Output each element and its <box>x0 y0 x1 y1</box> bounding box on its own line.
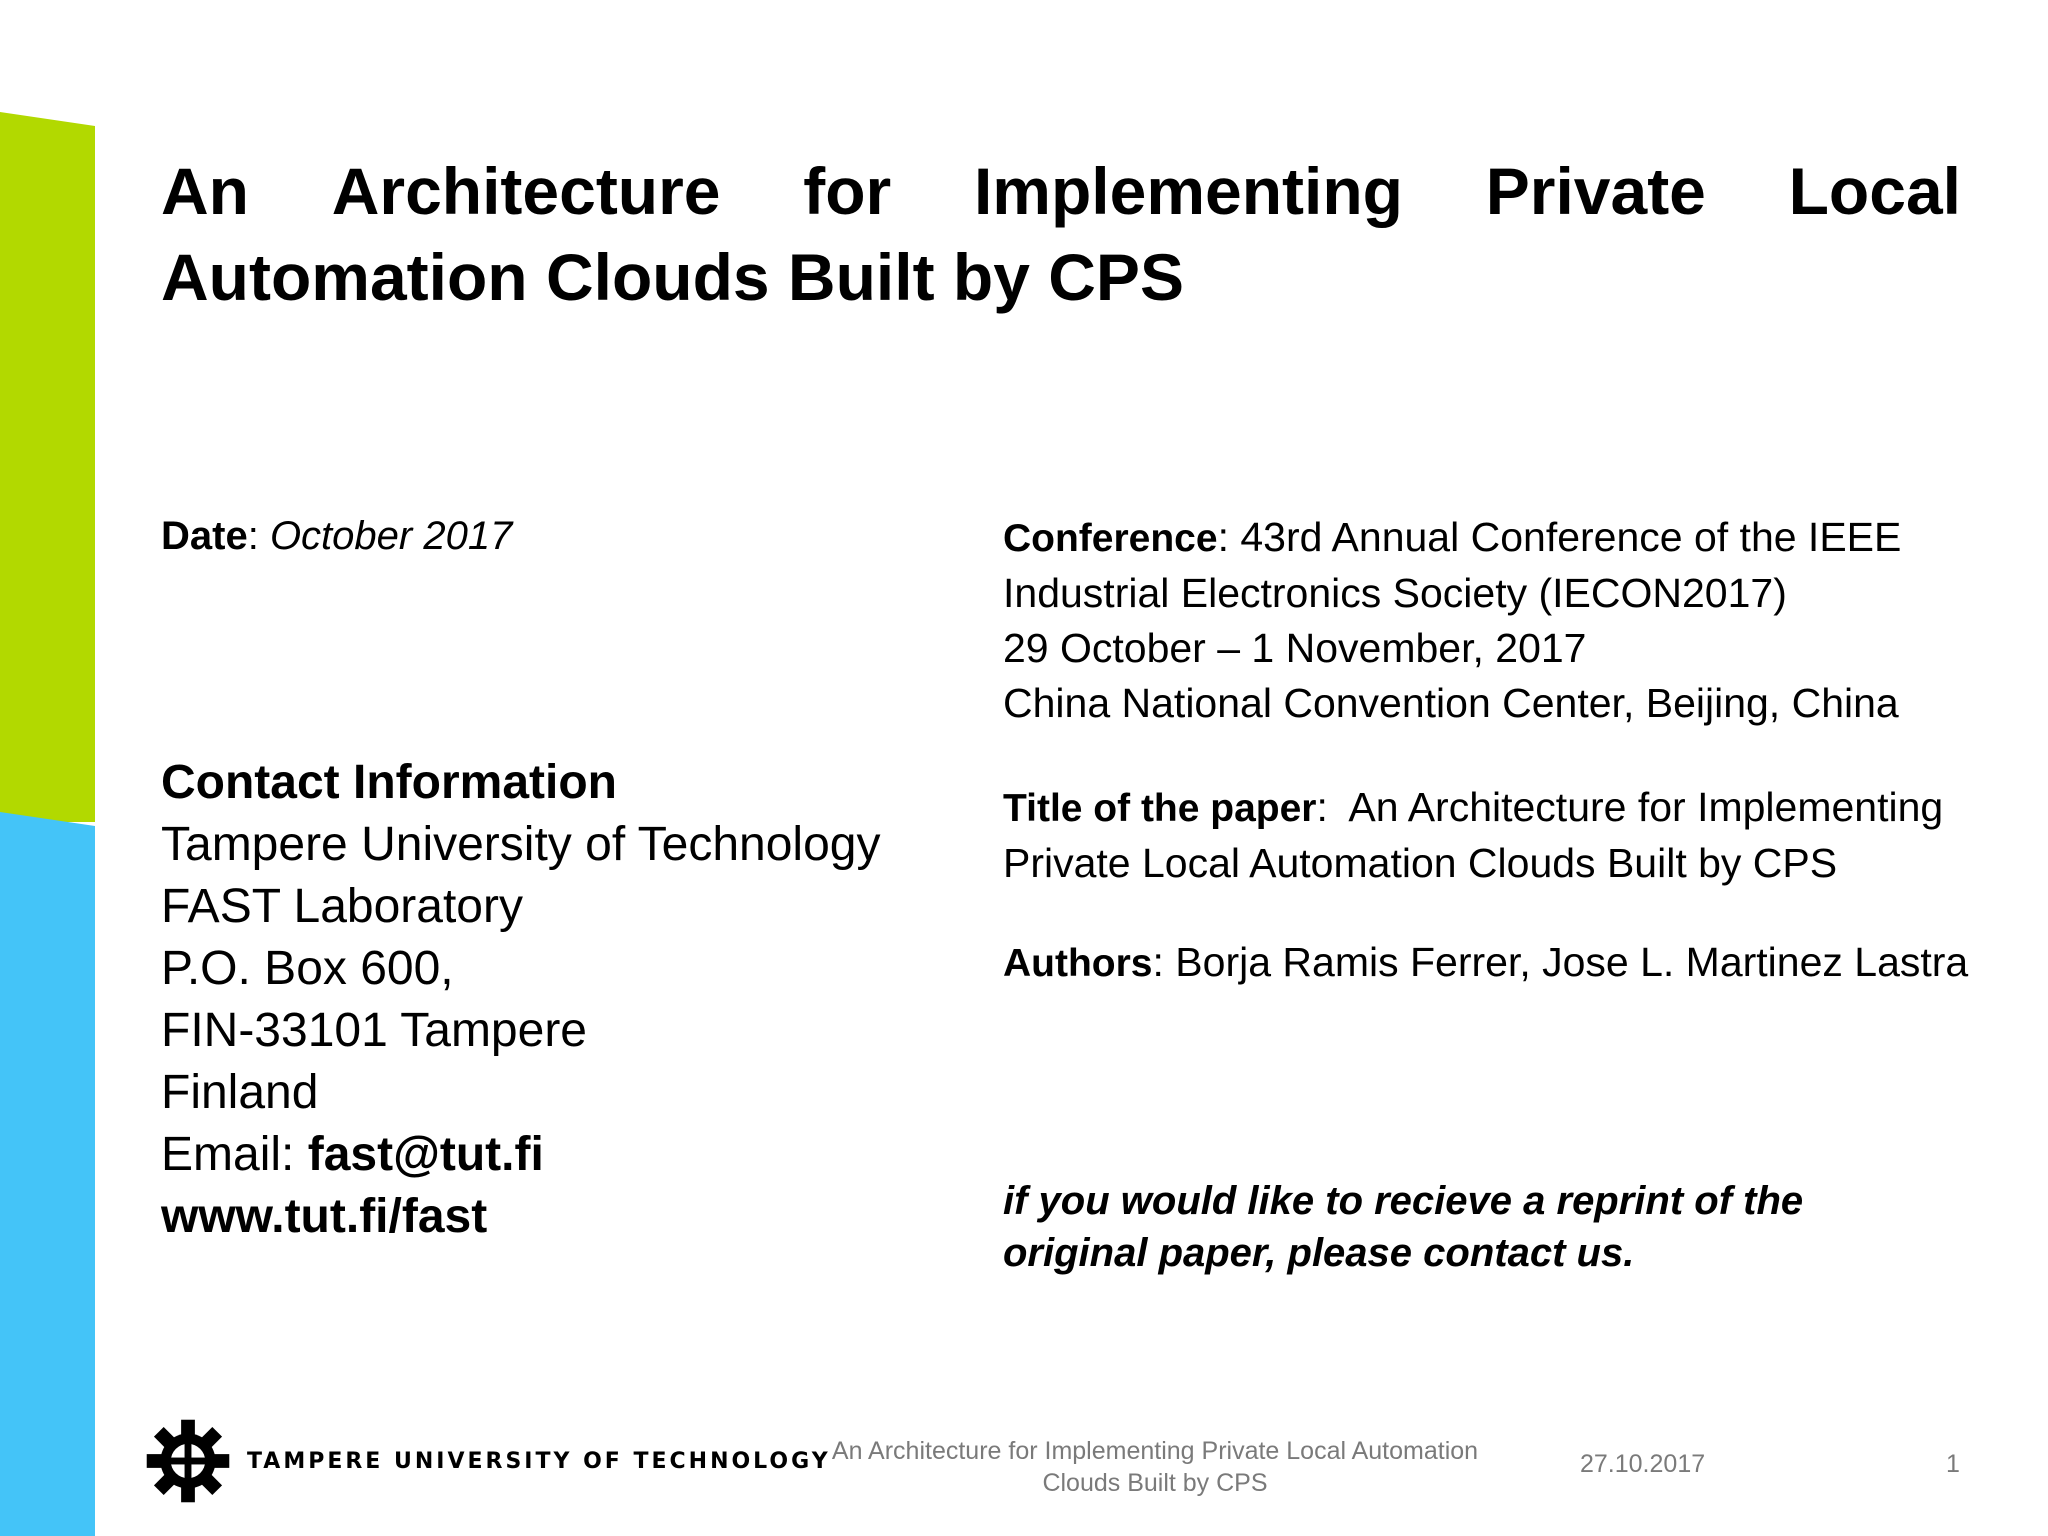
paper-title-line: Private Local Automation Clouds Built by CPS <box>1003 840 1838 886</box>
date-block <box>161 514 512 559</box>
contact-heading: Contact Information <box>161 756 617 809</box>
authors-colon: : <box>1152 939 1176 985</box>
slide-title <box>161 148 1961 320</box>
gear-logo-icon <box>145 1418 231 1504</box>
title-word: Implementing <box>973 154 1403 228</box>
contact-line: P.O. Box 600, <box>161 942 454 995</box>
university-name: TAMPERE UNIVERSITY OF TECHNOLOGY <box>247 1448 831 1474</box>
reprint-line: original paper, please contact us. <box>1003 1231 1635 1275</box>
conference-line <box>1003 510 1901 566</box>
date-label: Date <box>161 514 248 558</box>
title-line-2: Automation Clouds Built by CPS <box>161 240 1184 314</box>
contact-information <box>161 752 880 1248</box>
contact-email-row <box>161 1124 880 1186</box>
date-colon: : <box>247 514 270 558</box>
conference-label: Conference <box>1003 517 1218 560</box>
conference-line: Industrial Electronics Society (IECON2017) <box>1003 570 1787 616</box>
reprint-line: if you would like to recieve a reprint of the <box>1003 1179 1804 1223</box>
title-line-1 <box>161 148 1961 234</box>
contact-line: FAST Laboratory <box>161 880 523 933</box>
reprint-note <box>1003 1175 1803 1279</box>
contact-line: Finland <box>161 1066 319 1119</box>
footer-title-line: Clouds Built by CPS <box>1042 1469 1268 1497</box>
title-word: for <box>803 154 892 228</box>
paper-title-block <box>1003 780 1943 891</box>
title-word: Architecture <box>331 154 721 228</box>
email-link[interactable]: fast@tut.fi <box>307 1128 544 1181</box>
conference-line: 29 October – 1 November, 2017 <box>1003 625 1587 671</box>
website-link[interactable]: www.tut.fi/fast <box>161 1190 488 1243</box>
university-logo <box>145 1418 831 1504</box>
contact-line: FIN-33101 Tampere <box>161 1004 587 1057</box>
paper-title-text: An Architecture for Implementing <box>1348 784 1944 830</box>
title-word: Private <box>1485 154 1706 228</box>
footer-date: 27.10.2017 <box>1580 1450 1706 1478</box>
conference-block <box>1003 510 1901 731</box>
title-word: An <box>161 154 249 228</box>
footer-title <box>810 1435 1500 1499</box>
accent-bar-blue <box>0 812 95 1536</box>
authors-value: Borja Ramis Ferrer, Jose L. Martinez Lastra <box>1175 939 1969 985</box>
date-value: October 2017 <box>269 514 513 558</box>
conference-colon: : <box>1217 514 1241 560</box>
title-word: Local <box>1788 154 1961 228</box>
authors-label: Authors <box>1003 942 1153 985</box>
paper-title-colon: : <box>1316 784 1349 830</box>
authors-block <box>1003 935 1968 991</box>
conference-text: 43rd Annual Conference of the IEEE <box>1240 514 1902 560</box>
page-number: 1 <box>1946 1450 1960 1478</box>
contact-line: Tampere University of Technology <box>161 818 881 871</box>
email-label: Email: <box>161 1128 308 1181</box>
conference-line: China National Convention Center, Beijing, China <box>1003 680 1899 726</box>
footer-title-line: An Architecture for Implementing Private Local Automation <box>831 1437 1479 1465</box>
accent-bar-green <box>0 112 95 822</box>
paper-title-label: Title of the paper <box>1003 787 1317 830</box>
paper-title-line <box>1003 780 1943 836</box>
